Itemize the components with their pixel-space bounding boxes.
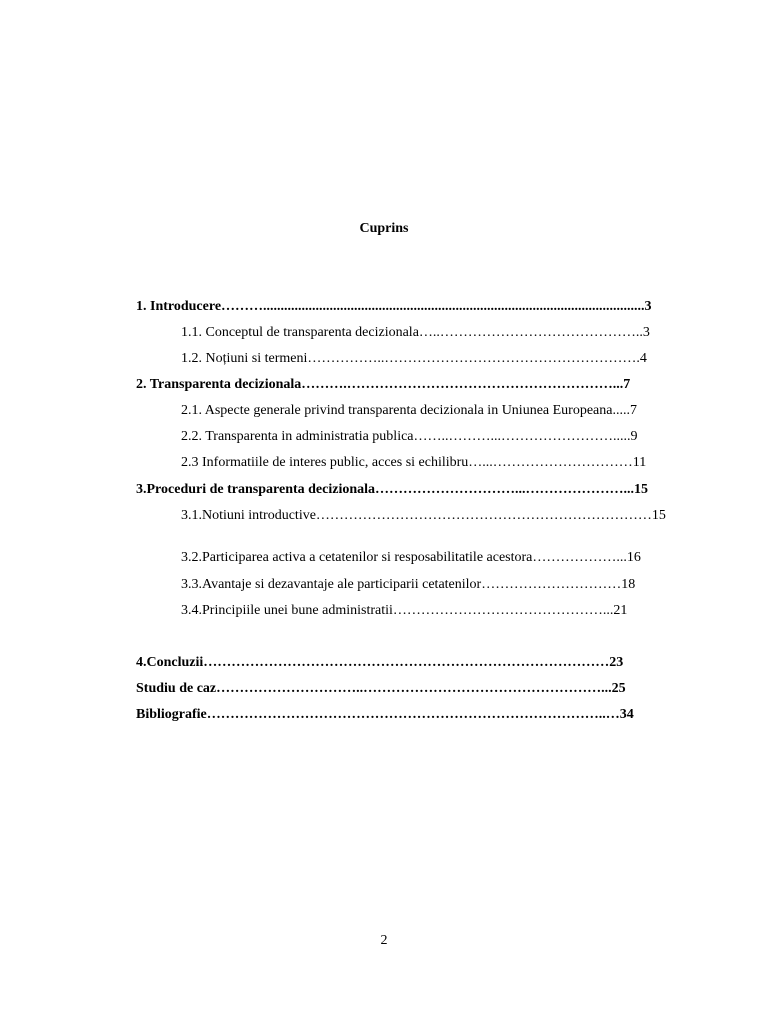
toc-entry-3-2: 3.2.Participarea activa a cetatenilor si resposabilitatile acestora………………...16 [181, 550, 641, 565]
toc-entry-concluzii: 4.Concluzii……………………………………………………………………………23 [136, 655, 624, 670]
toc-entry-transparenta: 2. Transparenta decizionala……….…………………………………………………...7 [136, 377, 631, 392]
toc-entry-3-1: 3.1.Notiuni introductive………………………………………………………………15 [181, 508, 666, 523]
toc-entry-introducere: 1. Introducere……….............................................................................................................3 [136, 299, 652, 314]
toc-entry-3-3: 3.3.Avantaje si dezavantaje ale participarii cetatenilor…………………………18 [181, 577, 636, 592]
toc-entry-2-3: 2.3 Informatiile de interes public, acces si echilibru…...…………………………11 [181, 455, 647, 470]
toc-entry-proceduri: 3.Proceduri de transparenta decizionala…………………………...…………………...15 [136, 482, 649, 497]
toc-entry-2-1: 2.1. Aspecte generale privind transparenta decizionala in Uniunea Europeana.....7 [181, 403, 637, 418]
toc-entry-1-2: 1.2. Noțiuni si termeni……………..……………………………………………….4 [181, 351, 647, 366]
page-number: 2 [380, 933, 388, 948]
toc-entry-studiu-de-caz: Studiu de caz…………………………..……………………………………………...25 [136, 681, 626, 696]
toc-entry-2-2: 2.2. Transparenta in administratia publica……..………...…………………….....9 [181, 429, 638, 444]
toc-entry-bibliografie: Bibliografie…………………………………………………………………………..…34 [136, 707, 634, 722]
toc-entry-3-4: 3.4.Principiile unei bune administratii………………………………………...21 [181, 603, 628, 618]
toc-entry-1-1: 1.1. Conceptul de transparenta decizionala…..……………………………………..3 [181, 325, 650, 340]
page-title: Cuprins [359, 221, 409, 236]
